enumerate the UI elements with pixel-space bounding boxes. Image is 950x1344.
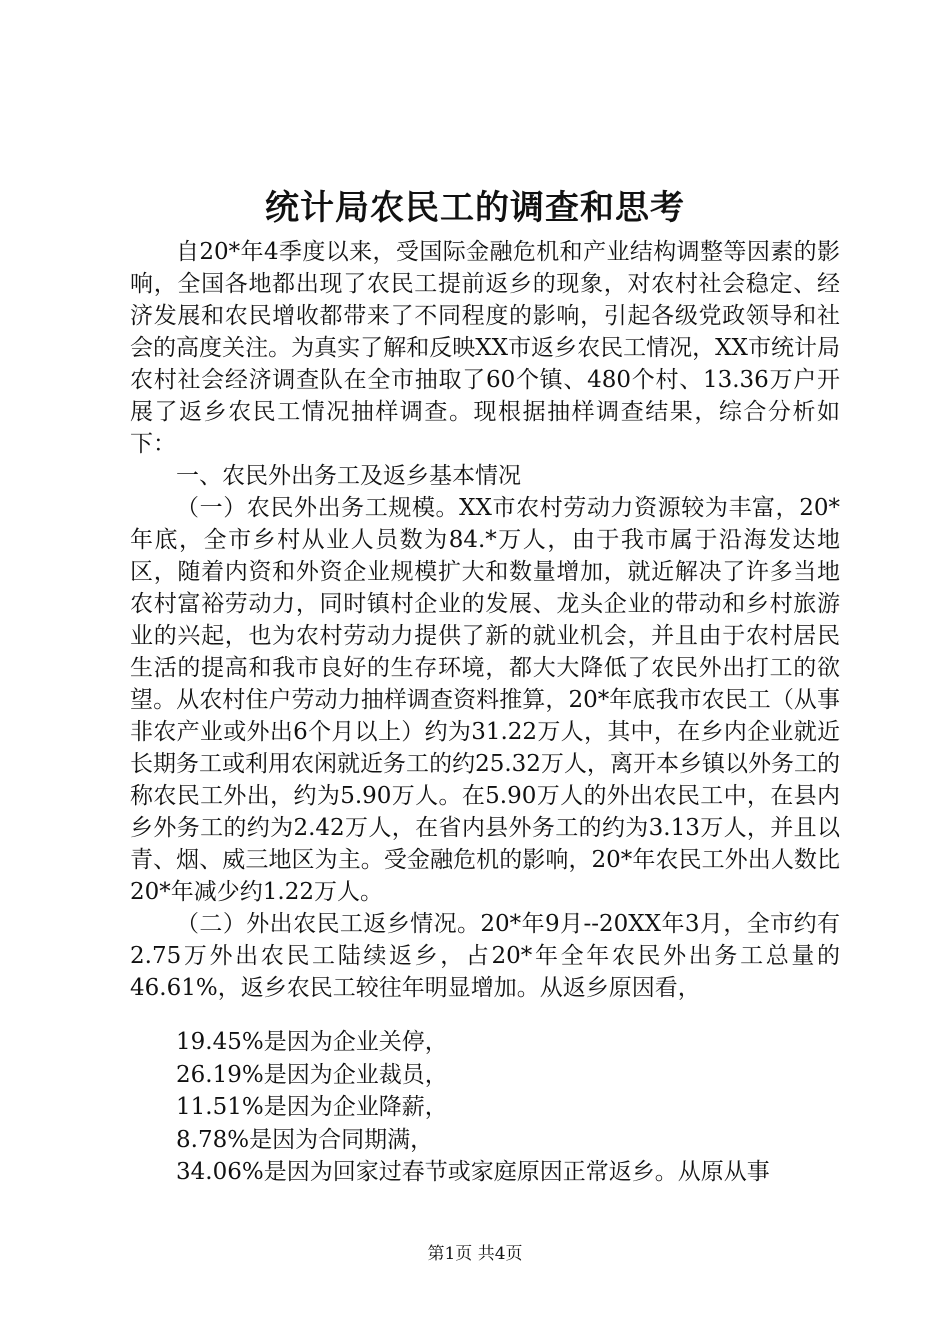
document-body [130, 236, 840, 1004]
paragraph-return: （二）外出农民工返乡情况。20*年9月--20XX年3月，全市约有2.75万外出农民工陆续返乡，占20*年全年农民外出务工总量的46.61%，返乡农民工较往年明显增加。从返乡原因看， [130, 911, 840, 1001]
page-footer: 第1页 共4页 [427, 1244, 523, 1264]
document-title: 统计局农民工的调查和思考 [265, 188, 685, 228]
list-item: 11.51%是因为企业降薪， [176, 1094, 448, 1120]
intro-paragraph: 自20*年4季度以来，受国际金融危机和产业结构调整等因素的影响，全国各地都出现了农民工提前返乡的现象，对农村社会稳定、经济发展和农民增收都带来了不同程度的影响，引起各级党政领导和社会的高度关注。为真实了解和反映XX市返乡农民工情况，XX市统计局农村社会经济调查队在全市抽取了60个镇、480个村、13.36万户开展了返乡农民工情况抽样调查。现根据抽样调查结果，综合分析如下： [130, 239, 840, 457]
list-item: 26.19%是因为企业裁员， [176, 1061, 448, 1088]
list-item: 34.06%是因为回家过春节或家庭原因正常返乡。从原从事 [176, 1159, 770, 1185]
list-item: 8.78%是因为合同期满， [176, 1126, 434, 1153]
section-heading: 一、农民外出务工及返乡基本情况 [176, 463, 521, 489]
list-item: 19.45%是因为企业关停， [176, 1029, 448, 1055]
paragraph-scale: （一）农民外出务工规模。XX市农村劳动力资源较为丰富，20*年底，全市乡村从业人员数为84.*万人，由于我市属于沿海发达地区，随着内资和外资企业规模扩大和数量增加，就近解决了许多当地农村富裕劳动力，同时镇村企业的发展、龙头企业的带动和乡村旅游业的兴起，也为农村劳动力提供了新的就业机会，并且由于农村居民生活的提高和我市良好的生存环境，都大大降低了农民外出打工的欲望。从农村住户劳动力抽样调查资料推算，20*年底我市农民工（从事非农产业或外出6个月以上）约为31.22万人，其中，在乡内企业就近长期务工或利用农闲就近务工的约25.32万人，离开本乡镇以外务工的称农民工外出，约为5.90万人。在5.90万人的外出农民工中，在县内乡外务工的约为2.42万人，在省内县外务工的约为3.13万人，并且以青、烟、威三地区为主。受金融危机的影响，20*年农民工外出人数比20*年减少约1.22万人。 [130, 495, 840, 905]
return-reasons-list [176, 1026, 856, 1189]
